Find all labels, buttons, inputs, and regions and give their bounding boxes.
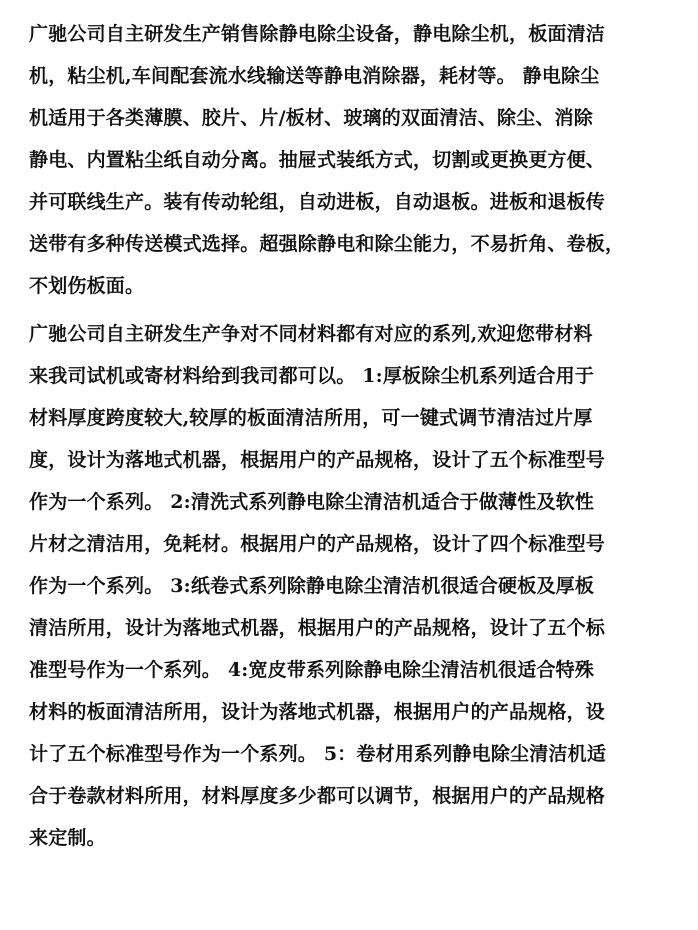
paragraph-2-line-13: 来定制。 (29, 827, 106, 849)
paragraph-2-line-9: 准型号作为一个系列。 4:宽皮带系列除静电除尘清洁机很适合特殊 (29, 659, 595, 681)
paragraph-2-line-10: 材料的板面清洁所用，设计为落地式机器，根据用户的产品规格，设 (29, 701, 606, 723)
paragraph-1-line-2: 机，粘尘机,车间配套流水线输送等静电消除器，耗材等。 静电除尘 (29, 65, 600, 87)
paragraph-1-line-6: 送带有多种传送模式选择。超强除静电和除尘能力，不易折角、卷板， (29, 233, 625, 255)
paragraph-2-line-2: 来我司试机或寄材料给到我司都可以。 1:厚板除尘机系列适合用于 (29, 365, 595, 387)
paragraph-1-line-5: 并可联线生产。装有传动轮组，自动进板，自动退板。进板和退板传 (29, 191, 606, 213)
paragraph-2-line-8: 清洁所用，设计为落地式机器，根据用户的产品规格，设计了五个标 (29, 617, 606, 639)
paragraph-1-line-7: 不划伤板面。 (29, 275, 145, 297)
paragraph-2-line-12: 合于卷款材料所用，材料厚度多少都可以调节，根据用户的产品规格 (29, 785, 606, 807)
paragraph-2-line-7: 作为一个系列。 3:纸卷式系列除静电除尘清洁机很适合硬板及厚板 (29, 575, 595, 597)
paragraph-2-line-3: 材料厚度跨度较大,较厚的板面清洁所用，可一键式调节清洁过片厚 (29, 407, 593, 429)
paragraph-2-line-11: 计了五个标准型号作为一个系列。 5：卷材用系列静电除尘清洁机适 (29, 743, 607, 765)
paragraph-1-line-1: 广驰公司自主研发生产销售除静电除尘设备，静电除尘机，板面清洁 (29, 23, 606, 45)
paragraph-2-line-6: 片材之清洁用，免耗材。根据用户的产品规格，设计了四个标准型号 (29, 533, 606, 555)
paragraph-1 (29, 13, 679, 307)
paragraph-2-line-5: 作为一个系列。 2:清洗式系列静电除尘清洁机适合于做薄性及软性 (29, 491, 595, 513)
paragraph-1-line-4: 静电、内置粘尘纸自动分离。抽屉式装纸方式，切割或更换更方便、 (29, 149, 606, 171)
paragraph-2-line-4: 度，设计为落地式机器，根据用户的产品规格，设计了五个标准型号 (29, 449, 606, 471)
paragraph-2-line-1: 广驰公司自主研发生产争对不同材料都有对应的系列,欢迎您带材料 (29, 323, 593, 345)
document-body (29, 0, 679, 859)
paragraph-2 (29, 313, 679, 859)
paragraph-1-line-3: 机适用于各类薄膜、胶片、片/板材、玻璃的双面清洁、除尘、消除 (29, 107, 593, 129)
